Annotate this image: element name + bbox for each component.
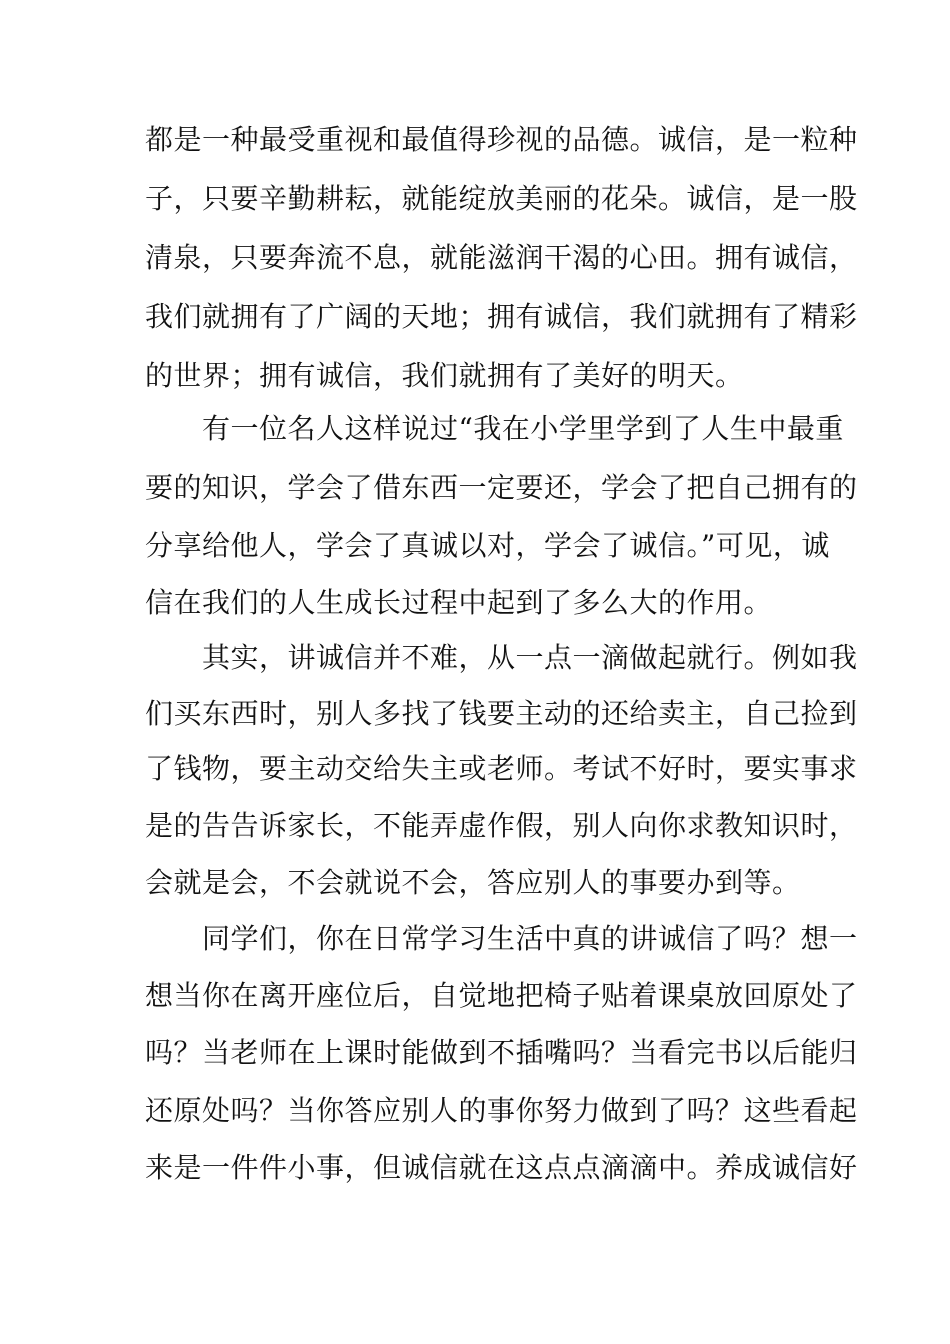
paragraph-3-line-4: 是的告告诉家长，不能弄虚作假，别人向你求教知识时， bbox=[145, 809, 858, 842]
paragraph-4-line-5: 来是一件件小事，但诚信就在这点点滴滴中。养成诚信好 bbox=[145, 1151, 858, 1184]
paragraph-1-line-2: 子，只要辛勤耕耘，就能绽放美丽的花朵。诚信，是一股 bbox=[145, 182, 858, 215]
paragraph-4-line-4: 还原处吗？当你答应别人的事你努力做到了吗？这些看起 bbox=[145, 1094, 858, 1127]
paragraph-3-line-3: 了钱物，要主动交给失主或老师。考试不好时，要实事求 bbox=[145, 752, 858, 785]
paragraph-1-line-1: 都是一种最受重视和最值得珍视的品德。诚信，是一粒种 bbox=[145, 123, 858, 156]
paragraph-3-line-5: 会就是会，不会就说不会，答应别人的事要办到等。 bbox=[145, 866, 801, 899]
paragraph-1-line-4: 我们就拥有了广阔的天地；拥有诚信，我们就拥有了精彩 bbox=[145, 300, 858, 333]
paragraph-4-line-3: 吗？当老师在上课时能做到不插嘴吗？当看完书以后能归 bbox=[145, 1036, 858, 1069]
paragraph-2-line-1: 有一位名人这样说过“我在小学里学到了人生中最重 bbox=[145, 412, 844, 445]
paragraph-1-line-3: 清泉，只要奔流不息，就能滋润干渴的心田。拥有诚信， bbox=[145, 241, 858, 274]
paragraph-4-line-1: 同学们，你在日常学习生活中真的讲诚信了吗？想一 bbox=[145, 922, 858, 955]
paragraph-3-line-2: 们买东西时，别人多找了钱要主动的还给卖主，自己捡到 bbox=[145, 697, 858, 730]
paragraph-1-line-5: 的世界；拥有诚信，我们就拥有了美好的明天。 bbox=[145, 359, 744, 392]
paragraph-3-line-1: 其实，讲诚信并不难，从一点一滴做起就行。例如我 bbox=[145, 641, 858, 674]
paragraph-2-line-2: 要的知识，学会了借东西一定要还，学会了把自己拥有的 bbox=[145, 471, 858, 504]
paragraph-2-line-3: 分享给他人，学会了真诚以对，学会了诚信。”可见，诚 bbox=[145, 529, 830, 562]
paragraph-4-line-2: 想当你在离开座位后，自觉地把椅子贴着课桌放回原处了 bbox=[145, 979, 858, 1012]
paragraph-2-line-4: 信在我们的人生成长过程中起到了多么大的作用。 bbox=[145, 586, 773, 619]
